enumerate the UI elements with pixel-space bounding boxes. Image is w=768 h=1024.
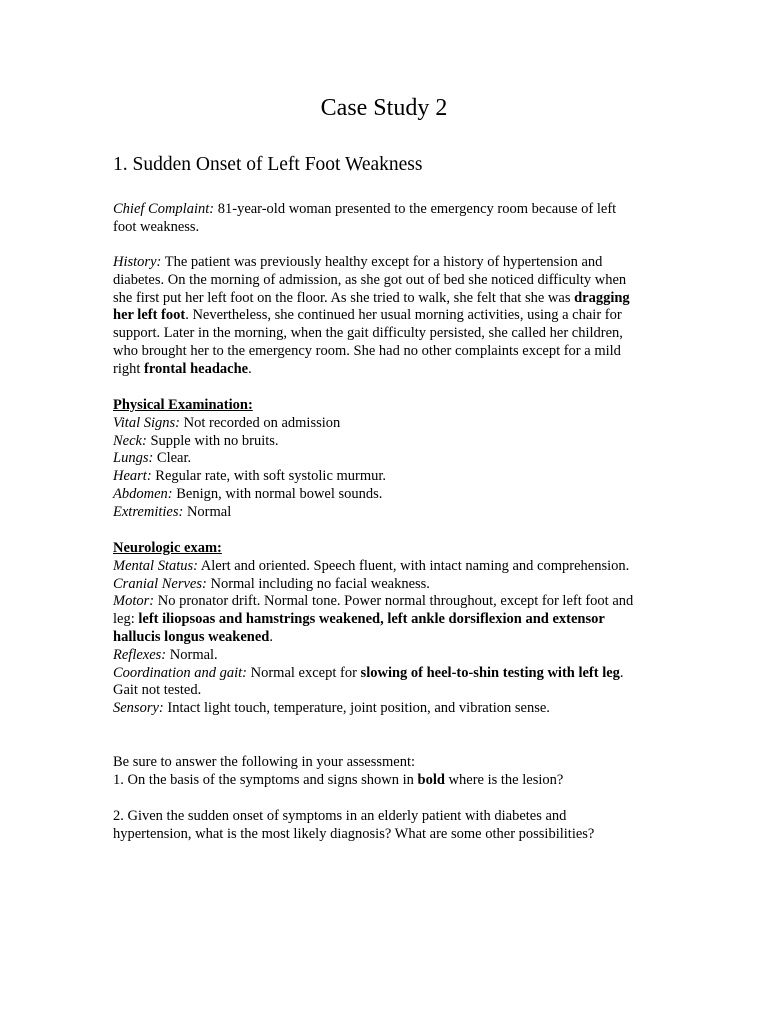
neurologic-exam-section xyxy=(113,540,658,718)
question-text-end: where is the lesion? xyxy=(444,771,564,788)
neuro-coordination-end: . xyxy=(619,664,624,681)
history-text-2: diabetes. On the morning of admission, as she got out of bed she noticed difficulty when xyxy=(113,271,627,288)
neuro-label: Coordination and gait: xyxy=(113,664,247,681)
neuro-motor-bold-1: left iliopsoas and hamstrings weakened, left ankle dorsiflexion and extensor xyxy=(138,611,605,628)
neuro-value: Intact light touch, temperature, joint position, and vibration sense. xyxy=(163,700,550,717)
exam-item-label: Abdomen: xyxy=(113,485,173,502)
neuro-motor-text-2: leg: xyxy=(113,611,139,628)
history-paragraph xyxy=(113,254,658,379)
neuro-label: Cranial Nerves: xyxy=(113,575,207,592)
question-bold: bold xyxy=(417,771,445,788)
neuro-cranial-nerves xyxy=(113,576,658,594)
assessment-question-2 xyxy=(113,808,658,844)
history-text-5: support. Later in the morning, when the gait difficulty persisted, she called her children, xyxy=(113,325,623,342)
neuro-value: Normal. xyxy=(166,646,218,663)
neuro-reflexes xyxy=(113,647,658,665)
history-text-3: she first put her left foot on the floor. As she tried to walk, she felt that she was xyxy=(113,289,575,306)
history-text-1: The patient was previously healthy except for a history of hypertension and xyxy=(161,254,603,270)
neuro-sensory xyxy=(113,700,658,718)
neuro-label: Mental Status: xyxy=(113,557,198,574)
exam-item-value: Normal xyxy=(183,503,232,520)
history-text-6: who brought her to the emergency room. She had no other complaints except for a mild xyxy=(113,342,621,359)
neuro-value: Normal including no facial weakness. xyxy=(206,575,430,592)
chief-complaint-paragraph xyxy=(113,201,658,237)
history-bold-headache: frontal headache xyxy=(144,360,249,377)
neuro-coordination xyxy=(113,665,658,683)
exam-item-vital-signs xyxy=(113,415,658,433)
exam-item-label: Extremities: xyxy=(113,503,184,520)
document-title: Case Study 2 xyxy=(320,95,448,121)
exam-item-label: Heart: xyxy=(113,468,152,485)
exam-item-label: Lungs: xyxy=(113,450,154,467)
neurologic-exam-heading: Neurologic exam: xyxy=(113,540,222,556)
exam-item-neck xyxy=(113,433,658,451)
neuro-motor-bold-2: hallucis longus weakened xyxy=(113,628,270,645)
neuro-label: Reflexes: xyxy=(113,646,167,663)
physical-exam-section xyxy=(113,397,658,522)
exam-item-value: Benign, with normal bowel sounds. xyxy=(172,485,383,502)
exam-item-abdomen xyxy=(113,486,658,504)
chief-complaint-label: Chief Complaint: xyxy=(113,201,215,217)
physical-exam-heading: Physical Examination: xyxy=(113,397,253,413)
neuro-label: Sensory: xyxy=(113,700,164,717)
history-bold-left-foot: her left foot xyxy=(113,307,186,324)
question-2-line-1: 2. Given the sudden onset of symptoms in an elderly patient with diabetes and xyxy=(113,808,567,824)
case-heading: 1. Sudden Onset of Left Foot Weakness xyxy=(113,154,423,175)
neuro-label: Motor: xyxy=(113,593,155,610)
exam-item-value: Supple with no bruits. xyxy=(146,432,279,449)
assessment-intro: Be sure to answer the following in your assessment: xyxy=(113,754,416,770)
exam-item-heart xyxy=(113,468,658,486)
exam-item-value: Clear. xyxy=(153,450,192,467)
history-text-7: right xyxy=(113,360,145,377)
neuro-value: Normal except for xyxy=(247,664,361,681)
exam-item-value: Regular rate, with soft systolic murmur. xyxy=(151,468,387,485)
exam-item-extremities xyxy=(113,504,658,522)
history-bold-dragging: dragging xyxy=(574,289,630,306)
neuro-value: No pronator drift. Normal tone. Power normal throughout, except for left foot and xyxy=(154,593,634,610)
question-text: 1. On the basis of the symptoms and signs shown in xyxy=(113,771,418,788)
neuro-value: Alert and oriented. Speech fluent, with intact naming and comprehension. xyxy=(197,557,630,574)
history-label: History: xyxy=(113,254,162,270)
history-text-7-end: . xyxy=(248,360,252,377)
neuro-gait-note: Gait not tested. xyxy=(113,682,202,699)
neuro-motor-text-3: . xyxy=(269,628,273,645)
exam-item-lungs xyxy=(113,450,658,468)
exam-item-value: Not recorded on admission xyxy=(180,414,341,431)
neuro-motor xyxy=(113,593,658,611)
assessment-question-1 xyxy=(113,772,658,790)
exam-item-label: Neck: xyxy=(113,432,147,449)
chief-complaint-text-2: foot weakness. xyxy=(113,218,200,235)
neuro-mental-status xyxy=(113,558,658,576)
assessment-section xyxy=(113,754,658,790)
chief-complaint-text: 81-year-old woman presented to the emergency room because of left xyxy=(214,201,617,217)
exam-item-label: Vital Signs: xyxy=(113,414,180,431)
history-text-4: . Nevertheless, she continued her usual morning activities, using a chair for xyxy=(185,307,622,324)
question-2-line-2: hypertension, what is the most likely diagnosis? What are some other possibilities? xyxy=(113,825,595,842)
neuro-coordination-bold: slowing of heel-to-shin testing with left leg xyxy=(360,664,620,681)
